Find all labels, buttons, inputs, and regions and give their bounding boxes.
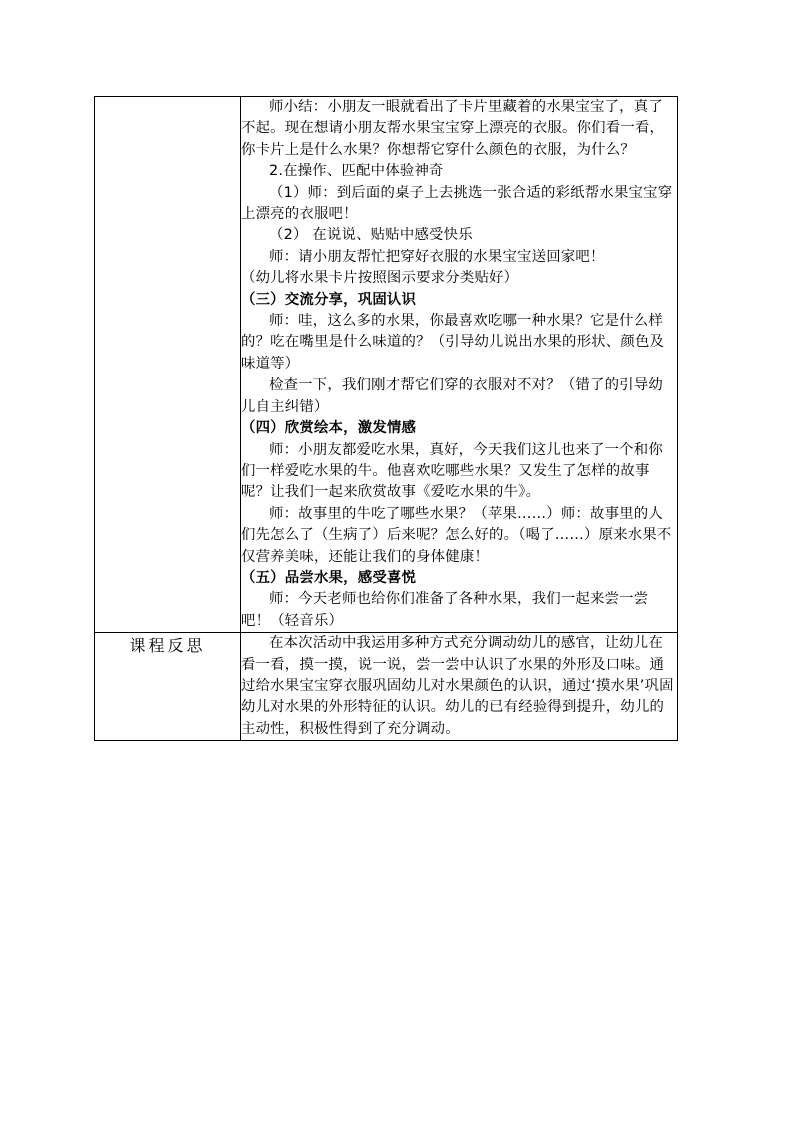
section-4-heading: （四）欣赏绘本，激发情感 xyxy=(241,420,417,437)
send-home-paragraph: 师：请小朋友帮忙把穿好衣服的水果宝宝送回家吧！ xyxy=(269,248,605,265)
sorting-note: （幼儿将水果卡片按照图示要求分类贴好） xyxy=(241,270,519,287)
reflection-label-cell xyxy=(95,633,241,741)
step-2-2-heading: （2） 在说说、贴贴中感受快乐 xyxy=(269,227,473,244)
reflection-content-cell xyxy=(241,633,678,741)
step-2-1-paragraph: （1）师：到后面的桌子上去挑选一张合适的彩纸帮水果宝宝穿上漂亮的衣服吧！ xyxy=(241,184,673,223)
process-label-cell xyxy=(95,97,241,633)
summary-paragraph: 师小结：小朋友一眼就看出了卡片里藏着的水果宝宝了，真了不起。现在想请小朋友帮水果宝宝穿上漂亮的衣服。你们看一看，你卡片上是什么水果？你想帮它穿什么颜色的衣服，为什么？ xyxy=(241,99,665,158)
favorite-fruit-paragraph: 师：哇，这么多的水果，你最喜欢吃哪一种水果？它是什么样的？吃在嘴里是什么味道的？（引导幼儿说出水果的形状、颜色及味道等） xyxy=(241,313,665,372)
table-row-reflection xyxy=(95,633,678,741)
lesson-plan-table xyxy=(94,96,678,741)
reflection-text: 在本次活动中我运用多种方式充分调动幼儿的感官，让幼儿在看一看，摸一摸，说一说，尝一尝中认识了水果的外形及口味。通过给水果宝宝穿衣服巩固幼儿对水果颜色的认识，通过‘摸水果’巩固幼儿对水果的外形特征的认识。幼儿的已有经验得到提升，幼儿的主动性，积极性得到了充分调动。 xyxy=(241,635,674,737)
check-clothes-paragraph: 检查一下，我们刚才帮它们穿的衣服对不对？（错了的引导幼儿自主纠错） xyxy=(241,377,663,415)
tasting-paragraph: 师：今天老师也给你们准备了各种水果，我们一起来尝一尝吧！（轻音乐） xyxy=(241,591,649,629)
reflection-label: 课程反思 xyxy=(129,636,206,656)
story-intro-paragraph: 师：小朋友都爱吃水果，真好，今天我们这儿也来了一个和你们一样爱吃水果的牛。他喜欢吃哪些水果？又发生了怎样的故事呢？让我们一起来欣赏故事《爱吃水果的牛》。 xyxy=(241,441,663,501)
section-5-heading: （五）品尝水果，感受喜悦 xyxy=(241,569,417,586)
process-content-cell xyxy=(241,97,678,633)
step-2-heading: 2.在操作、匹配中体验神奇 xyxy=(269,163,444,180)
story-questions-paragraph: 师：故事里的牛吃了哪些水果？（苹果……）师：故事里的人们先怎么了（生病了）后来呢？怎么好的。（喝了……）原来水果不仅营养美味，还能让我们的身体健康！ xyxy=(241,505,672,565)
section-3-heading: （三）交流分享，巩固认识 xyxy=(241,291,417,308)
table-row-process xyxy=(95,97,678,633)
